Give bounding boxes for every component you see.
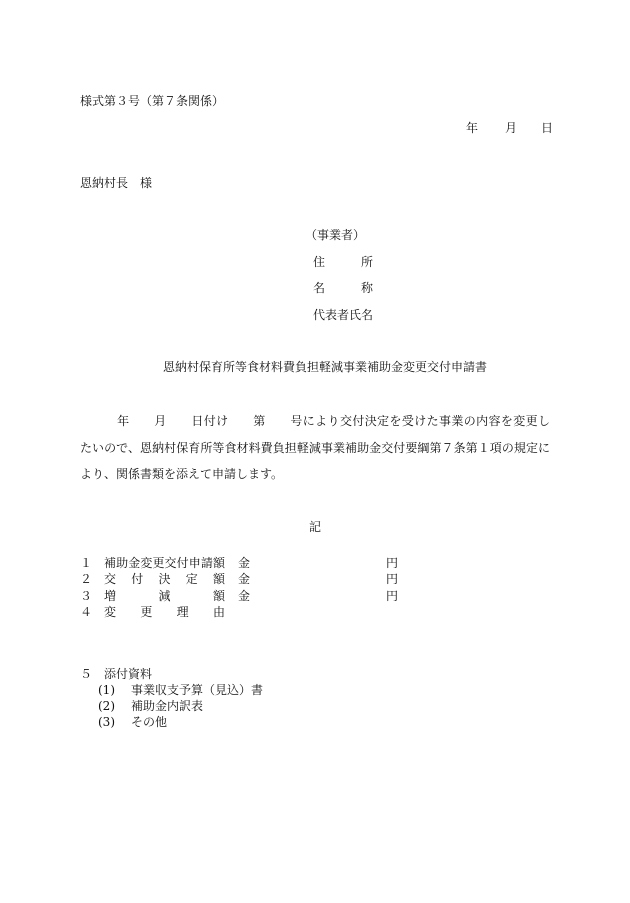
applicant-representative-label: 代表者氏名 — [313, 308, 374, 322]
label-char: 所 — [360, 255, 373, 269]
attachments-heading-row — [80, 666, 280, 682]
label-char: 由 — [212, 605, 225, 619]
attachment-number: (2) — [98, 699, 115, 713]
body-line: 年 月 日付け 第 号により交付決定を受けた事業の内容を変更し — [80, 414, 550, 428]
label-char: 額 — [212, 589, 225, 603]
attachment-label: 事業収支予算（見込）書 — [131, 683, 264, 697]
item-row-change-reason — [80, 604, 420, 620]
item-prefix: 金 — [238, 589, 251, 603]
attachment-item — [98, 698, 358, 714]
label-char: 更 — [152, 556, 165, 570]
label-char: 変 — [104, 605, 117, 619]
item-number: ２ — [80, 572, 93, 586]
ki-heading: 記 — [309, 520, 322, 534]
date-year-label: 年 — [466, 121, 479, 135]
item-unit: 円 — [386, 589, 399, 603]
form-number: 様式第３号（第７条関係） — [80, 94, 225, 108]
label-char: 補 — [104, 556, 117, 570]
attachment-item — [98, 682, 358, 698]
label-char: 交 — [164, 556, 177, 570]
item-number: ４ — [80, 605, 93, 619]
label-char: 申 — [188, 556, 201, 570]
item-row-difference-amount — [80, 588, 420, 604]
item-number: １ — [80, 556, 93, 570]
attachment-label: その他 — [131, 715, 168, 729]
applicant-heading: （事業者） — [305, 228, 366, 242]
attachments-number: ５ — [80, 667, 93, 681]
label-char: 定 — [185, 572, 198, 586]
applicant-address-label — [313, 254, 373, 270]
attachment-number: (3) — [98, 715, 115, 729]
date-day-label: 日 — [541, 121, 554, 135]
label-char: 交 — [104, 572, 117, 586]
label-char: 助 — [116, 556, 129, 570]
item-row-change-amount — [80, 555, 420, 571]
applicant-name-label — [313, 280, 373, 296]
label-char: 決 — [158, 572, 171, 586]
document-title: 恩納村保育所等食材料費負担軽減事業補助金変更交付申請書 — [163, 360, 488, 374]
item-unit: 円 — [386, 572, 399, 586]
label-char: 額 — [212, 572, 225, 586]
attachment-label: 補助金内訳表 — [131, 699, 204, 713]
label-char: 称 — [360, 281, 373, 295]
item-number: ３ — [80, 589, 93, 603]
body-line: より、関係書類を添えて申請します。 — [80, 467, 284, 481]
item-label — [104, 604, 225, 620]
attachment-number: (1) — [98, 683, 115, 697]
attachments-heading: 添付資料 — [104, 667, 153, 681]
item-label — [104, 555, 225, 571]
label-char: 理 — [176, 605, 189, 619]
item-prefix: 金 — [238, 572, 251, 586]
label-char: 額 — [212, 556, 225, 570]
attachment-item — [98, 714, 358, 730]
label-char: 減 — [158, 589, 171, 603]
item-prefix: 金 — [238, 556, 251, 570]
label-char: 請 — [200, 556, 213, 570]
addressee: 恩納村長 様 — [80, 176, 153, 190]
item-label — [104, 588, 225, 604]
label-char: 付 — [176, 556, 189, 570]
label-char: 更 — [140, 605, 153, 619]
label-char: 住 — [313, 255, 326, 269]
item-unit: 円 — [386, 556, 399, 570]
label-char: 金 — [128, 556, 141, 570]
label-char: 付 — [131, 572, 144, 586]
label-char: 増 — [104, 589, 117, 603]
item-row-decided-amount — [80, 571, 420, 587]
label-char: 変 — [140, 556, 153, 570]
body-line: たいので、恩納村保育所等食材料費負担軽減事業補助金交付要綱第７条第１項の規定に — [80, 441, 550, 455]
label-char: 名 — [313, 281, 326, 295]
item-label — [104, 571, 225, 587]
date-month-label: 月 — [505, 121, 518, 135]
